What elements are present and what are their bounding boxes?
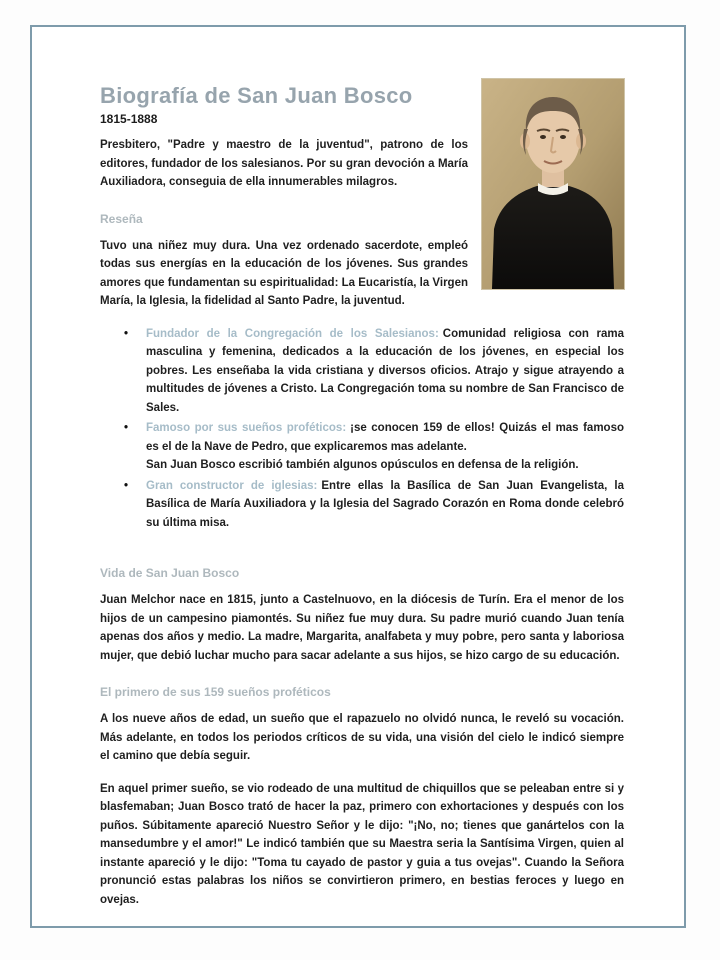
subtitle-years: 1815-1888	[100, 112, 158, 126]
bullet-lead: Fundador de la Congregación de los Salesianos:	[146, 327, 439, 340]
bullet-icon: •	[124, 422, 129, 434]
heading-primer-sueno: El primero de sus 159 sueños proféticos	[100, 685, 331, 699]
highlights-list	[100, 325, 624, 533]
bullet-text: ¡se conocen 159 de ellos! Quizás el mas famoso es el de la Nave de Pedro, que explicaremos mas adelante.	[146, 422, 624, 453]
bullet-text: Entre ellas la Basílica de San Juan Evangelista, la Basílica de María Auxiliadora y la Iglesia del Sagrado Corazón en Roma donde celebró su última misa.	[146, 479, 625, 529]
page-border	[30, 25, 686, 928]
heading-vida: Vida de San Juan Bosco	[100, 566, 240, 580]
bullet-icon: •	[124, 479, 129, 492]
bullet-lead: Famoso por sus sueños proféticos:	[146, 422, 347, 434]
page-content	[32, 27, 684, 926]
page-title: Biografía de San Juan Bosco	[100, 83, 413, 108]
list-item-fundador	[100, 325, 624, 418]
heading-resena: Reseña	[100, 211, 143, 226]
bullet-text: Comunidad religiosa con rama masculina y femenina, dedicados a la educación de los jóvenes, en especial los pobres. Les enseñaba la vida cristiana y diversos oficios. Atrajo y sigue atrayendo a multitudes de jóvenes a Cristo. La Congregación toma su nombre de San Francisco de Sales.	[146, 327, 624, 414]
vida-paragraph: Juan Melchor nace en 1815, junto a Castelnuovo, en la diócesis de Turín. Era el menor de los hijos de un campesino piamontés. Su niñez fue muy dura. Su padre murió cuando Juan tenía apenas dos años y medio. La madre, Margarita, analfabeta y muy pobre, pero santa y laboriosa mujer, que debió luchar mucho para sacar adelante a sus hijos, se hizo cargo de su educación.	[100, 594, 624, 662]
sueno-paragraph-2: En aquel primer sueño, se vio rodeado de una multitud de chiquillos que se peleaban entre si y blasfemaban; Juan Bosco trató de hacer la paz, primero con exhortaciones y después con los puños. Súbitamente apareció Nuestro Señor y le dijo: "¡No, no; tienes que ganártelos con la mansedumbre y el amor!" Le indicó también que su Maestra seria la Santísima Virgen, quien al instante apareció y le dijo: "Toma tu cayado de pastor y guia a tus ovejas". Cuando la Señora pronunció estas palabras los niños se convirtieron primero, en bestias feroces y luego en ovejas.	[100, 782, 624, 906]
bullet-lead: Gran constructor de iglesias:	[146, 479, 318, 492]
portrait-illustration	[482, 79, 624, 289]
intro-paragraph: Presbitero, "Padre y maestro de la juventud", patrono de los editores, fundador de los salesianos. Por su gran devoción a María Auxiliadora, conseguia de ella innumerables milagros.	[100, 139, 468, 188]
list-item-constructor	[100, 477, 624, 533]
resena-paragraph: Tuvo una niñez muy dura. Una vez ordenado sacerdote, empleó todas sus energías en la educación de los jóvenes. Sus grandes amores que fundamentan su espiritualidad: La Eucaristía, la Virgen María, la Iglesia, la fidelidad al Santo Padre, la juventud.	[100, 239, 468, 307]
don-bosco-portrait-image	[482, 79, 624, 289]
sueno-paragraph-1: A los nueve años de edad, un sueño que el rapazuelo no olvidó nunca, le reveló su vocación. Más adelante, en todos los periodos críticos de su vida, una visión del cielo le indicó siempre el camino que debía seguir.	[100, 713, 624, 762]
list-item-suenos	[100, 419, 624, 475]
bullet-text-extra: San Juan Bosco escribió también algunos opúsculos en defensa de la religión.	[146, 459, 579, 471]
bullet-icon: •	[124, 327, 129, 340]
